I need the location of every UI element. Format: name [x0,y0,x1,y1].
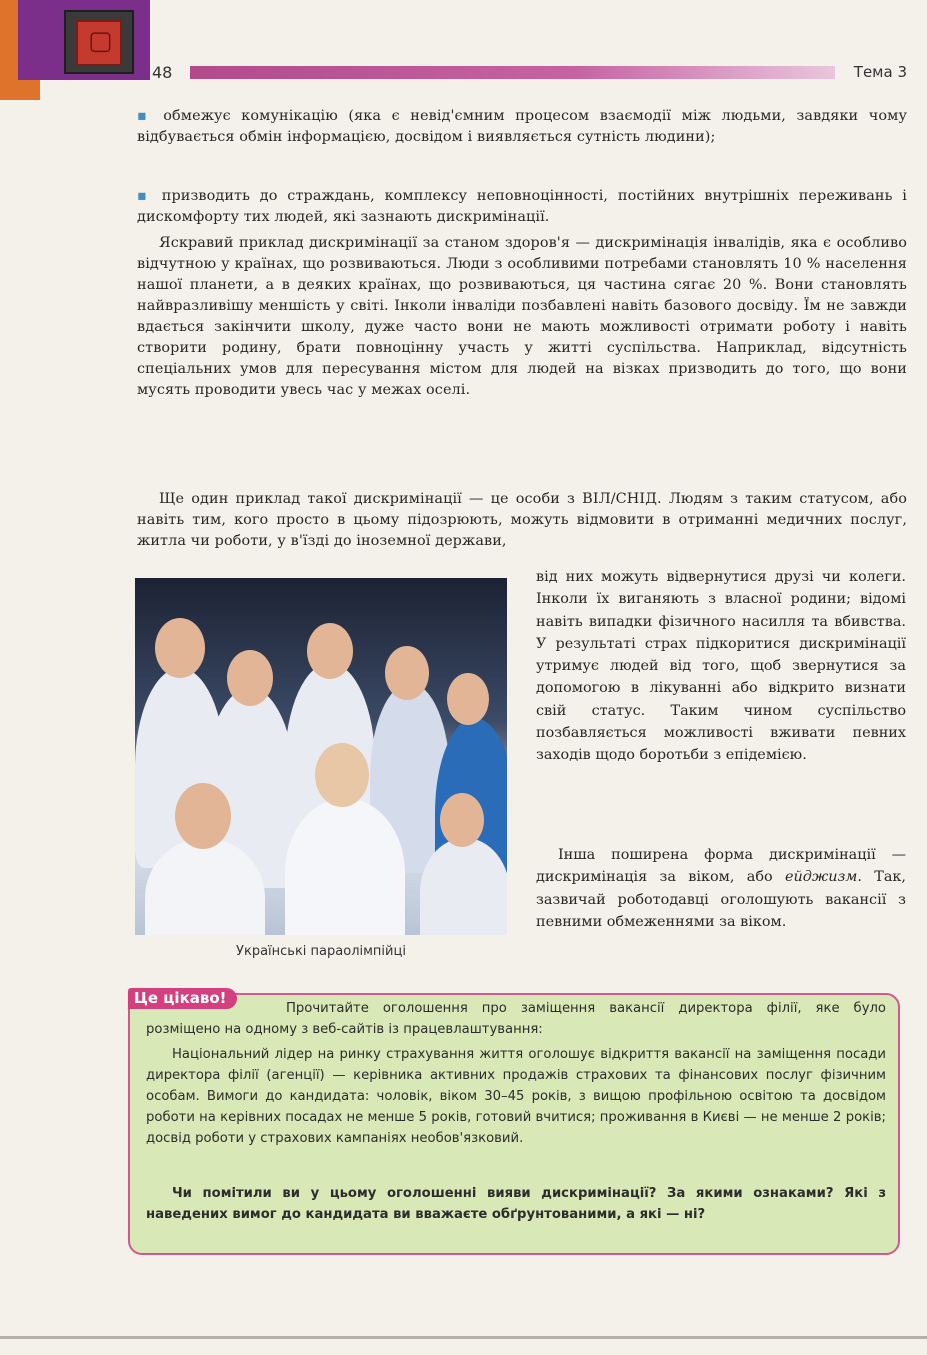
bullet-item-1: ▪ обмежує комунікацію (яка є невід'ємним процесом взаємодії між людьми, завдяки чому відбувається обмін інформацією, досвідом і виявляється сутність людини); [137,108,908,145]
box-intro: Прочитайте оголошення про заміщення вакансії директора філії, яке було розміщено на одному з веб-сайтів із працевлаштування: [146,1001,886,1037]
bottom-rule [0,1336,927,1339]
paralympians-photo [135,578,507,935]
paragraph-hiv-continued: від них можуть відвернутися друзі чи колеги. Інколи їх виганяють з власної родини; відомі навіть випадки фізичного насилля та вбивства. У результаті страх підкоритися дискримінації утримує людей від того, щоб звернутися за допомогою в лікуванні або відкрито визнати свій статус. Таким чином суспільство позбавляється можливості вживати певних заходів щодо боротьби з епідемією. [536,569,906,764]
job-advertisement: Національний лідер на ринку страхування життя оголошує відкриття вакансії на заміщення посади директора філії (агенції) — керівника активних продажів страхових та фінансових послуг фізичним особам. Вимоги до кандидата: чоловік, віком 30–45 років, з вищою профільною освітою та досвідом роботи на керівних посадах не менше 5 років, готовий вчитися; проживання в Києві — не менше 2 років; досвід роботи у страхових кампаніях необов'язковий. [146,1047,886,1146]
topic-label: Тема 3 [853,63,907,81]
bullet-icon: ▪ [137,108,164,124]
paragraph-ageism: Інша поширена форма дискримінації — дискримінація за віком, або ейджизм. Так, зазвичай роботодавці оголошують вакансії з певними обмеженнями за віком. [536,847,906,930]
photo-caption: Українські параолімпійці [236,944,406,959]
bullet-icon: ▪ [137,188,162,204]
bullet-item-2: ▪ призводить до страждань, комплексу неповноцінності, постійних внутрішніх переживань і дискомфорту тих людей, які зазнають дискримінації. [137,188,907,225]
term-ageism: ейджизм [785,869,858,886]
paragraph-disability: Яскравий приклад дискримінації за станом здоров'я — дискримінація інвалідів, яка є особливо відчутною у країнах, що розвиваються. Люди з особливими потребами становлять 10 % населення нашої планети, а в деяких країнах, що розвиваються, ця частина сягає 20 %. Вони становлять найвразливішу меншість у світі. Інколи інваліди позбавлені навіть базового досвіду. Їм не завжди вдається закінчити школу, дуже часто вони не мають можливості отримати роботу і навіть створити родину, брати повноцінну участь у житті суспільства. Наприклад, відсутність спеціальних умов для пересування містом для людей на візках призводить до того, що вони мусять проводити увесь час у межах оселі. [137,235,907,398]
book-icon: ▢ [64,10,134,74]
paragraph-hiv: Ще один приклад такої дискримінації — це особи з ВІЛ/СНІД. Людям з таким статусом, або навіть тим, кого просто в цьому підозрюють, можуть відмовити в отриманні медичних послуг, житла чи роботи, у в'їзді до іноземної держави, [137,491,907,549]
interesting-fact-tag: Це цікаво! [128,988,237,1009]
page-number: 48 [152,63,173,82]
header-rule [190,66,835,79]
box-question: Чи помітили ви у цьому оголошенні вияви дискримінації? За якими ознаками? Які з наведених вимог до кандидата ви вважаєте обґрунтованими, а які — ні? [146,1186,886,1222]
